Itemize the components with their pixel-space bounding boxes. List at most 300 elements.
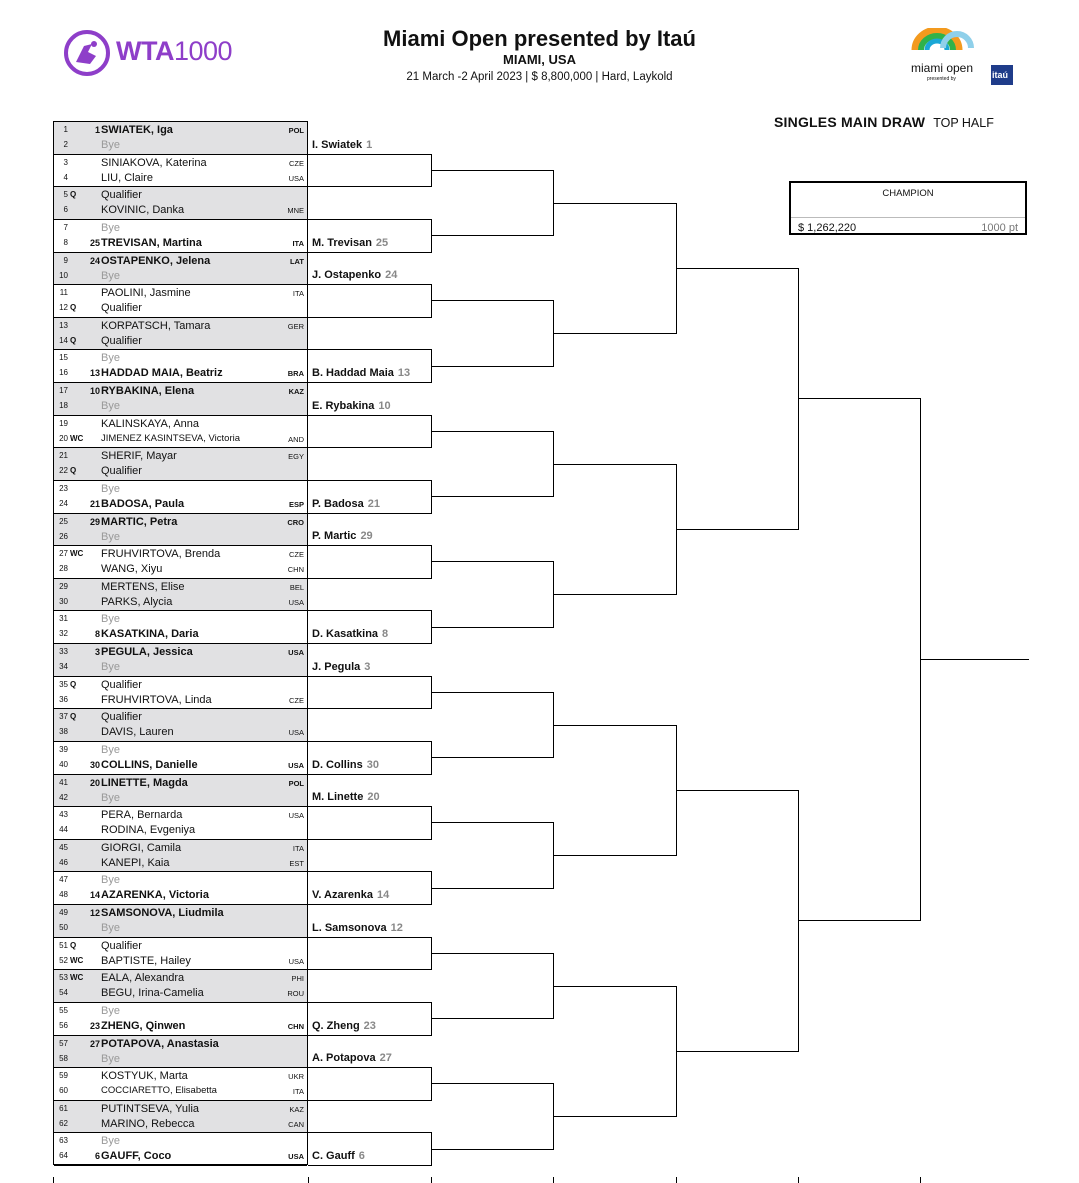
- draw-entry-row: [54, 269, 307, 283]
- bracket-line: [53, 1177, 54, 1183]
- entry-name: Bye: [101, 1052, 120, 1065]
- draw-pair: [54, 448, 307, 481]
- entry-country: CZE: [289, 158, 304, 168]
- draw-entry-row: [54, 873, 307, 887]
- bracket-line: [308, 415, 431, 416]
- round2-player-name: P. Martic: [312, 530, 357, 543]
- bracket-line: [553, 1116, 676, 1117]
- draw-pair: [54, 514, 307, 547]
- draw-entry-row: [54, 334, 307, 348]
- draw-entry-row: [54, 351, 307, 365]
- bracket-line: [553, 594, 676, 595]
- itau-logo-text: itaú: [992, 70, 1009, 80]
- draw-entry-row: [54, 432, 307, 446]
- entry-seed: 23: [89, 1020, 100, 1031]
- draw-entry-row: [54, 939, 307, 953]
- tournament-details: 21 March -2 April 2023 | $ 8,800,000 | Hard, Laykold: [406, 71, 673, 83]
- draw-entry-row: [54, 464, 307, 478]
- entry-number: 14: [59, 335, 68, 345]
- bracket-line: [553, 986, 676, 987]
- round2-player: [312, 1150, 365, 1162]
- entry-seed: 10: [89, 386, 100, 396]
- bracket-line: [431, 692, 553, 693]
- draw-entry-row: [54, 776, 307, 790]
- draw-entry-row: [54, 808, 307, 822]
- entry-seed: 8: [94, 629, 100, 640]
- round2-player: [312, 661, 370, 673]
- round2-player-seed: 25: [375, 236, 389, 249]
- miami-open-logo-text: miami open: [911, 61, 974, 75]
- entry-country: UKR: [288, 1072, 304, 1082]
- draw-pair: [54, 611, 307, 644]
- draw-entry-row: [54, 171, 307, 185]
- entry-name: KORPATSCH, Tamara: [101, 319, 211, 332]
- round2-player-seed: 10: [378, 399, 391, 412]
- entry-country: ESP: [288, 499, 304, 509]
- draw-entry-row: [54, 1037, 307, 1051]
- round2-player-name: E. Rybakina: [312, 399, 375, 412]
- round2-player-seed: 30: [366, 758, 379, 771]
- draw-pair: [54, 253, 307, 286]
- draw-entry-row: [54, 823, 307, 837]
- entry-country: LAT: [289, 256, 304, 266]
- entry-number: 27: [59, 549, 68, 559]
- entry-tag: Q: [70, 335, 77, 345]
- draw-entry-row: [54, 530, 307, 544]
- entry-name: PERA, Bernarda: [101, 809, 183, 822]
- bracket-line: [431, 1149, 553, 1150]
- entry-name: KOSTYUK, Marta: [101, 1070, 188, 1083]
- entry-country: EGY: [288, 452, 304, 462]
- round2-player-name: M. Trevisan: [312, 236, 372, 249]
- entry-number: 55: [59, 1005, 68, 1015]
- entry-name: BEGU, Irina-Camelia: [101, 987, 204, 1000]
- bracket-line: [308, 937, 431, 938]
- entry-number: 62: [59, 1118, 68, 1128]
- entry-name: KOVINIC, Danka: [101, 204, 185, 217]
- bracket-line: [798, 920, 920, 921]
- round2-player: [312, 530, 373, 542]
- entry-seed: 21: [89, 498, 100, 509]
- entry-number: 10: [59, 270, 68, 280]
- entry-number: 34: [59, 662, 68, 671]
- entry-seed: 24: [89, 255, 100, 266]
- draw-entry-row: [54, 203, 307, 217]
- entry-country: USA: [288, 173, 304, 183]
- entry-name: Bye: [101, 400, 120, 412]
- draw-pair: [54, 481, 307, 514]
- entry-name: MARINO, Rebecca: [101, 1117, 195, 1130]
- bracket-line: [308, 1165, 431, 1166]
- draw-pair: [54, 285, 307, 318]
- round2-player-seed: 12: [390, 921, 403, 934]
- entry-seed: 25: [89, 237, 100, 248]
- draw-entry-row: [54, 286, 307, 300]
- bracket-line: [308, 1132, 431, 1133]
- entry-country: CRO: [287, 517, 304, 527]
- entry-number: 28: [59, 564, 68, 574]
- entry-tag: WC: [70, 973, 84, 983]
- draw-entry-row: [54, 580, 307, 594]
- entry-name: KASATKINA, Daria: [101, 628, 199, 641]
- entry-name: FRUHVIRTOVA, Brenda: [101, 548, 221, 561]
- round2-player-name: Q. Zheng: [312, 1019, 360, 1032]
- entry-country: CZE: [289, 550, 304, 560]
- entry-name: BAPTISTE, Hailey: [101, 954, 191, 967]
- draw-entry-row: [54, 301, 307, 315]
- entry-seed: 6: [94, 1151, 100, 1162]
- bracket-line: [431, 1083, 553, 1084]
- entry-number: 26: [59, 531, 68, 541]
- entry-number: 6: [63, 205, 68, 215]
- bracket-line: [431, 822, 553, 823]
- entry-number: 59: [59, 1071, 68, 1081]
- entry-country: BRA: [287, 369, 304, 379]
- bracket-line: [308, 480, 431, 481]
- round2-player: [312, 269, 397, 281]
- entry-country: AND: [288, 434, 304, 444]
- draw-pair: [54, 579, 307, 612]
- tournament-title: Miami Open presented by Itaú: [383, 26, 696, 51]
- entry-country: USA: [288, 728, 304, 738]
- bracket-line: [553, 203, 676, 204]
- round2-player-seed: 24: [385, 269, 398, 282]
- entry-name: OSTAPENKO, Jelena: [101, 254, 211, 267]
- entry-country: USA: [288, 760, 304, 770]
- entry-name: PEGULA, Jessica: [101, 646, 193, 658]
- entry-name: Qualifier: [101, 678, 142, 691]
- entry-number: 51: [59, 940, 68, 950]
- entry-tag: WC: [70, 433, 84, 443]
- draw-entry-row: [54, 678, 307, 692]
- entry-country: USA: [288, 648, 304, 657]
- entry-number: 18: [59, 401, 68, 410]
- entry-name: Bye: [101, 482, 120, 495]
- entry-tag: Q: [70, 303, 77, 313]
- entry-number: 3: [63, 157, 68, 167]
- entry-number: 29: [59, 581, 68, 591]
- round2-player-seed: 6: [358, 1150, 365, 1162]
- draw-entry-row: [54, 562, 307, 576]
- draw-pair: [54, 220, 307, 253]
- entry-name: Bye: [101, 874, 120, 887]
- bracket-line: [676, 1177, 677, 1183]
- draw-entry-row: [54, 725, 307, 739]
- bracket-line: [431, 300, 553, 301]
- entry-number: 41: [59, 777, 68, 787]
- bracket-line: [308, 284, 431, 285]
- entry-number: 44: [59, 825, 68, 835]
- entry-name: AZARENKA, Victoria: [101, 889, 209, 902]
- entry-name: LINETTE, Magda: [101, 776, 188, 789]
- bracket-line: [308, 676, 431, 677]
- entry-country: BEL: [289, 582, 304, 592]
- draw-entry-row: [54, 515, 307, 529]
- bracket-line: [676, 1051, 798, 1052]
- entry-number: 11: [59, 288, 68, 298]
- draw-pair: [54, 1036, 307, 1069]
- entry-number: 22: [59, 466, 68, 476]
- draw-pair: [54, 1068, 307, 1101]
- entry-number: 56: [59, 1020, 68, 1030]
- entry-tag: Q: [70, 190, 77, 200]
- entry-number: 23: [59, 483, 68, 493]
- bracket-line: [431, 561, 553, 562]
- entry-country: USA: [288, 597, 304, 607]
- bracket-line: [431, 170, 553, 171]
- draw-pair: [54, 677, 307, 710]
- entry-number: 43: [59, 810, 68, 820]
- entry-country: KAZ: [288, 387, 304, 396]
- draw-pair: [54, 742, 307, 775]
- entry-name: RODINA, Evgeniya: [101, 824, 196, 837]
- entry-number: 24: [59, 498, 68, 508]
- entry-name: Bye: [101, 269, 120, 282]
- entry-number: 47: [59, 875, 68, 885]
- entry-name: KALINSKAYA, Anna: [101, 417, 200, 430]
- entry-number: 4: [63, 172, 68, 182]
- bracket-line: [308, 610, 431, 611]
- draw-pair: [54, 644, 307, 677]
- bracket-line: [431, 757, 553, 758]
- entry-number: 20: [59, 433, 68, 443]
- bracket-line: [431, 1177, 432, 1183]
- entry-number: 54: [59, 988, 68, 998]
- entry-name: Bye: [101, 922, 120, 934]
- wta-logo-text: WTA1000: [116, 36, 233, 66]
- entry-country: PHI: [291, 974, 304, 984]
- miami-open-logo: [905, 28, 1025, 88]
- entry-country: EST: [289, 858, 304, 868]
- draw-half: TOP HALF: [933, 116, 994, 130]
- round2-player: [312, 1020, 376, 1032]
- entry-number: 9: [63, 255, 68, 265]
- round2-player-seed: 23: [363, 1019, 376, 1032]
- entry-tag: WC: [70, 549, 84, 559]
- round2-player: [312, 237, 388, 249]
- round2-player-name: D. Kasatkina: [312, 628, 379, 640]
- bracket-line: [553, 725, 676, 726]
- round2-player: [312, 367, 410, 379]
- entry-seed: 27: [89, 1038, 100, 1049]
- bracket-line: [308, 1035, 431, 1036]
- entry-country: POL: [288, 126, 304, 135]
- draw-entry-row: [54, 743, 307, 757]
- round2-player-seed: 3: [364, 660, 371, 673]
- draw-label: SINGLES MAIN DRAW TOP HALF: [774, 114, 994, 130]
- round2-player-seed: 27: [379, 1052, 392, 1065]
- draw-entry-row: [54, 612, 307, 626]
- entry-name: TREVISAN, Martina: [101, 236, 202, 249]
- entry-country: CZE: [289, 695, 304, 705]
- bracket-line: [308, 741, 431, 742]
- entry-seed: 30: [89, 759, 100, 770]
- draw-entry-row: [54, 188, 307, 202]
- round2-player-name: J. Pegula: [312, 660, 361, 673]
- entry-name: ZHENG, Qinwen: [101, 1019, 186, 1032]
- bracket-line: [308, 545, 431, 546]
- entry-name: PARKS, Alycia: [101, 595, 173, 608]
- entry-number: 37: [59, 712, 68, 722]
- bracket-line: [553, 1177, 554, 1183]
- round2-player-name: D. Collins: [312, 758, 363, 771]
- draw-entry-row: [54, 547, 307, 561]
- entry-number: 12: [59, 303, 68, 313]
- round2-player-seed: 13: [397, 367, 411, 379]
- entry-number: 60: [59, 1086, 68, 1096]
- draw-pair: [54, 872, 307, 905]
- round2-player: [312, 759, 379, 771]
- draw-pair: [54, 546, 307, 579]
- entry-seed: 29: [89, 516, 100, 527]
- draw-entry-row: [54, 254, 307, 268]
- draw-pair: [54, 1133, 307, 1166]
- entry-name: KANEPI, Kaia: [101, 856, 170, 869]
- round2-player-name: J. Ostapenko: [312, 269, 382, 282]
- entry-name: SHERIF, Mayar: [101, 450, 177, 463]
- entry-name: Qualifier: [101, 465, 142, 478]
- draw-entry-row: [54, 693, 307, 707]
- entry-number: 57: [59, 1038, 68, 1048]
- round2-player: [312, 628, 388, 640]
- entry-number: 30: [59, 596, 68, 606]
- draw-entry-row: [54, 791, 307, 805]
- entry-country: ROU: [287, 989, 304, 999]
- entry-name: JIMENEZ KASINTSEVA, Victoria: [101, 432, 241, 444]
- draw-entry-row: [54, 906, 307, 920]
- entry-number: 36: [59, 694, 68, 704]
- entry-name: PUTINTSEVA, Yulia: [101, 1102, 200, 1115]
- draw-pair: [54, 807, 307, 840]
- entry-number: 35: [59, 679, 68, 689]
- entry-name: SINIAKOVA, Katerina: [101, 156, 207, 169]
- draw-entry-row: [54, 595, 307, 609]
- entry-name: EALA, Alexandra: [101, 972, 185, 985]
- entry-number: 46: [59, 857, 68, 867]
- entry-name: HADDAD MAIA, Beatriz: [101, 367, 223, 380]
- entry-name: DAVIS, Lauren: [101, 726, 174, 739]
- draw-pair: [54, 187, 307, 220]
- bracket-line: [676, 268, 798, 269]
- entry-name: SAMSONOVA, Liudmila: [101, 907, 224, 919]
- draw-entry-row: [54, 1052, 307, 1066]
- draw-entry-row: [54, 156, 307, 170]
- draw-entry-row: [54, 954, 307, 968]
- entry-number: 45: [59, 842, 68, 852]
- bracket-line: [308, 969, 431, 970]
- entry-name: MARTIC, Petra: [101, 515, 178, 528]
- entry-name: PAOLINI, Jasmine: [101, 287, 191, 300]
- bracket-line: [798, 398, 920, 399]
- draw-entry-row: [54, 1134, 307, 1148]
- entry-country: ITA: [292, 843, 304, 853]
- entry-name: POTAPOVA, Anastasia: [101, 1037, 219, 1050]
- draw-pair: [54, 318, 307, 351]
- round2-player: [312, 889, 389, 901]
- draw-pair: [54, 1003, 307, 1036]
- draw-entry-row: [54, 399, 307, 413]
- bracket-line: [676, 790, 798, 791]
- draw-pair: [54, 938, 307, 971]
- entry-name: Qualifier: [101, 302, 142, 315]
- entry-name: BADOSA, Paula: [101, 497, 185, 510]
- round2-player-name: A. Potapova: [312, 1052, 376, 1065]
- entry-seed: 1: [94, 125, 100, 135]
- entry-name: Bye: [101, 661, 120, 673]
- entry-name: Bye: [101, 1004, 120, 1017]
- round2-player-seed: 29: [360, 530, 373, 543]
- entry-country: USA: [288, 811, 304, 821]
- entry-tag: Q: [70, 466, 77, 476]
- entry-name: LIU, Claire: [101, 171, 153, 184]
- draw-pair: [54, 970, 307, 1003]
- bracket-line: [431, 496, 553, 497]
- draw-entry-row: [54, 366, 307, 380]
- entry-name: WANG, Xiyu: [101, 563, 163, 576]
- bracket-line: [308, 447, 431, 448]
- round2-player-name: M. Linette: [312, 791, 364, 804]
- bracket-line: [431, 953, 553, 954]
- bracket-line: [920, 659, 1029, 660]
- bracket-line: [431, 627, 553, 628]
- draw-entry-row: [54, 660, 307, 674]
- draw-pair: [54, 905, 307, 938]
- bracket-line: [308, 839, 431, 840]
- bracket-line: [553, 855, 676, 856]
- entry-name: Qualifier: [101, 939, 142, 952]
- bracket-line: [308, 317, 431, 318]
- bracket-line: [308, 154, 431, 155]
- bracket-line: [308, 578, 431, 579]
- champion-prize-money: $ 1,262,220: [798, 222, 857, 234]
- draw-entry-row: [54, 645, 307, 659]
- entry-name: GIORGI, Camila: [101, 841, 182, 854]
- draw-pair: [54, 709, 307, 742]
- entry-name: Bye: [101, 530, 120, 543]
- champion-label: CHAMPION: [882, 188, 934, 199]
- bracket-line: [308, 513, 431, 514]
- entry-name: Bye: [101, 352, 120, 365]
- draw-entry-row: [54, 986, 307, 1000]
- round2-player-name: C. Gauff: [312, 1150, 355, 1162]
- entry-number: 19: [59, 418, 68, 428]
- draw-entry-row: [54, 1117, 307, 1131]
- draw-pair: [54, 350, 307, 383]
- draw-entry-row: [54, 1069, 307, 1083]
- bracket-line: [308, 871, 431, 872]
- draw-pair: [54, 155, 307, 188]
- bracket-line: [431, 235, 553, 236]
- entry-seed: 14: [89, 890, 100, 901]
- draw-entry-row: [54, 319, 307, 333]
- round2-player: [312, 1052, 392, 1064]
- entry-name: Qualifier: [101, 711, 142, 724]
- bracket-line: [308, 1067, 431, 1068]
- entry-country: ITA: [292, 1087, 304, 1097]
- entry-number: 15: [59, 353, 68, 363]
- entry-number: 61: [59, 1103, 68, 1113]
- bracket-line: [308, 904, 431, 905]
- draw-entry-row: [54, 856, 307, 870]
- entry-name: SWIATEK, Iga: [101, 124, 173, 136]
- draw-entry-row: [54, 841, 307, 855]
- bracket-line: [431, 1018, 553, 1019]
- entry-seed: 20: [89, 777, 100, 788]
- draw-entry-row: [54, 1004, 307, 1018]
- entry-number: 64: [59, 1151, 68, 1161]
- champion-points: 1000 pt: [981, 222, 1018, 234]
- draw-entry-row: [54, 417, 307, 431]
